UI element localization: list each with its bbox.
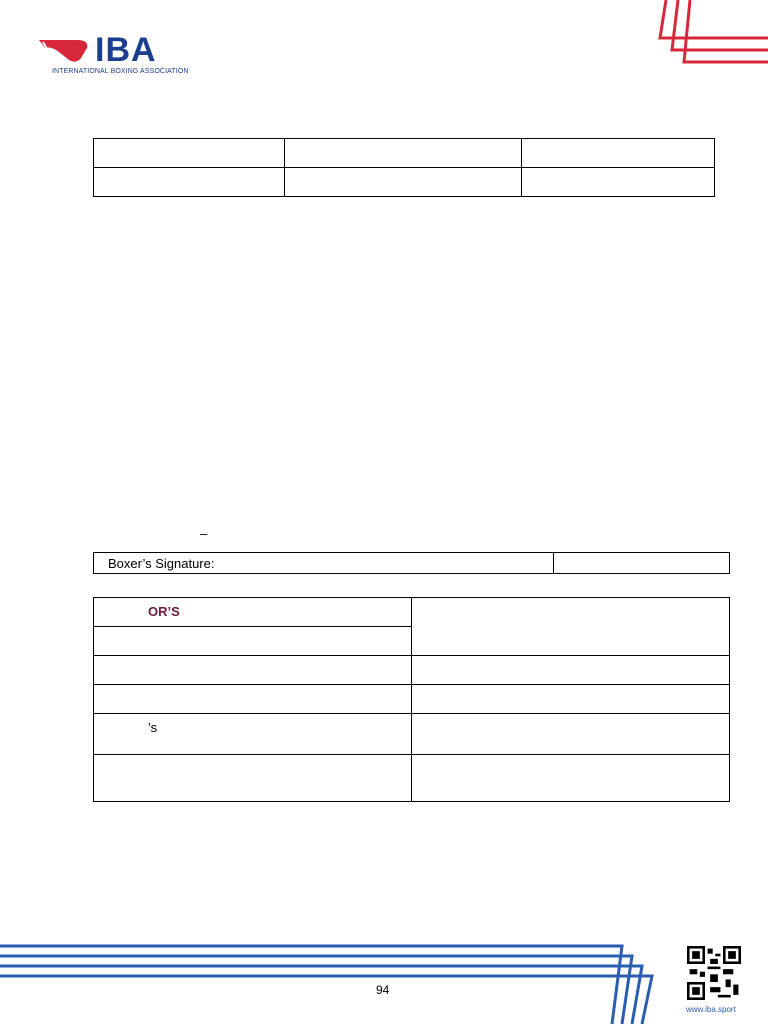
table-cell[interactable] bbox=[412, 685, 730, 714]
table-cell[interactable] bbox=[522, 168, 715, 197]
doctor-table bbox=[93, 597, 730, 802]
table-row bbox=[94, 553, 730, 574]
possessive-label: ’s bbox=[94, 714, 412, 755]
table-cell[interactable] bbox=[412, 598, 730, 656]
table-cell[interactable] bbox=[412, 755, 730, 802]
logo-text: IBA bbox=[95, 31, 157, 69]
table-cell[interactable] bbox=[94, 755, 412, 802]
bottom-stripes-decoration bbox=[0, 944, 660, 1024]
table-cell[interactable] bbox=[522, 139, 715, 168]
top-info-table bbox=[93, 138, 715, 197]
boxer-signature-field[interactable] bbox=[554, 553, 730, 574]
table-cell[interactable] bbox=[285, 168, 522, 197]
table-cell[interactable] bbox=[94, 168, 285, 197]
dash-mark: – bbox=[200, 526, 208, 541]
table-cell[interactable] bbox=[412, 656, 730, 685]
corner-stripes-decoration bbox=[648, 0, 768, 70]
table-row bbox=[94, 656, 730, 685]
page-number: 94 bbox=[376, 983, 390, 997]
qr-code-icon bbox=[687, 946, 741, 1000]
table-row bbox=[94, 685, 730, 714]
table-cell[interactable] bbox=[412, 714, 730, 755]
doctor-header-label: OR’S bbox=[94, 598, 412, 627]
table-cell[interactable] bbox=[94, 685, 412, 714]
table-cell[interactable] bbox=[285, 139, 522, 168]
website-link[interactable]: www.iba.sport bbox=[686, 1005, 736, 1014]
table-row bbox=[94, 755, 730, 802]
table-row bbox=[94, 168, 715, 197]
logo-subtitle: INTERNATIONAL BOXING ASSOCIATION bbox=[52, 68, 189, 75]
table-row bbox=[94, 139, 715, 168]
table-row bbox=[94, 598, 730, 627]
table-cell[interactable] bbox=[94, 627, 412, 656]
table-cell[interactable] bbox=[94, 139, 285, 168]
boxer-signature-label: Boxer’s Signature: bbox=[94, 553, 554, 574]
table-cell[interactable] bbox=[94, 656, 412, 685]
signature-table bbox=[93, 552, 730, 574]
table-row bbox=[94, 714, 730, 755]
